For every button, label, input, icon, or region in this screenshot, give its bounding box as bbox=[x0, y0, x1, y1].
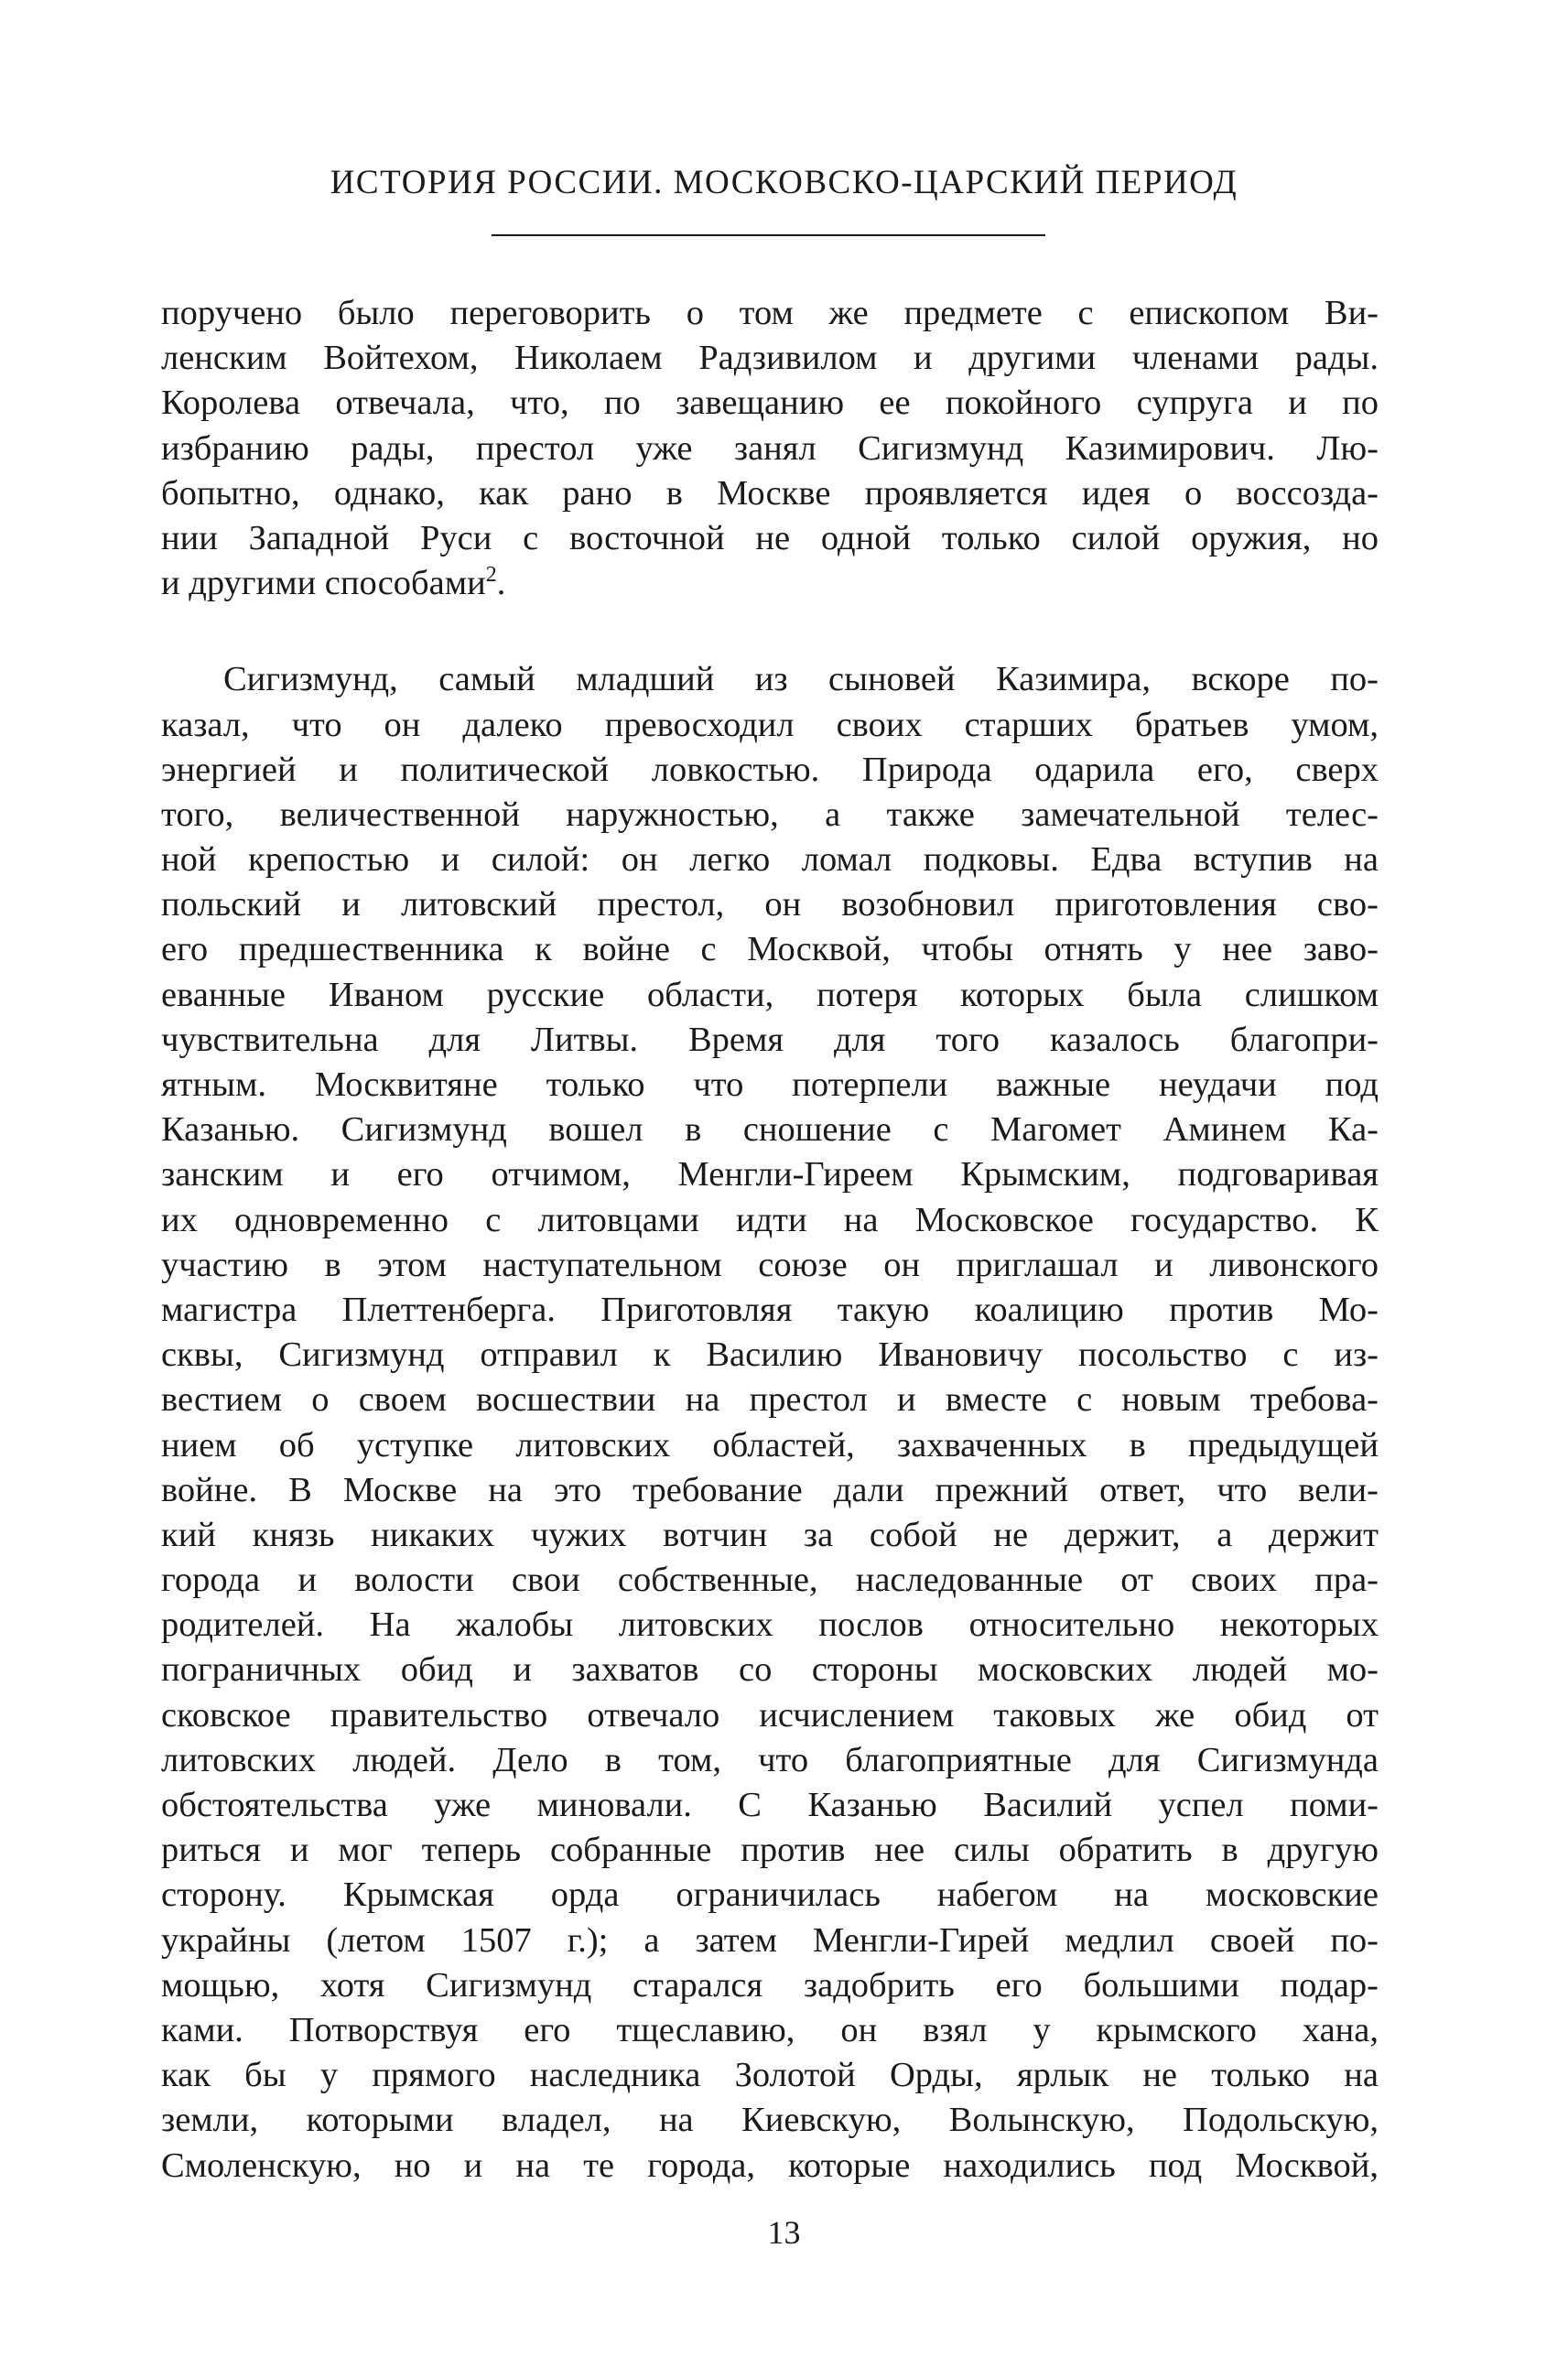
text-line: чувствительна для Литвы. Время для того казалось благопри- bbox=[161, 1020, 1379, 1059]
text-line: участию в этом наступательном союзе он приглашал и ливонского bbox=[161, 1245, 1379, 1284]
text-line: земли, которыми владел, на Киевскую, Волынскую, Подольскую, bbox=[161, 2101, 1379, 2140]
text-line: Казанью. Сигизмунд вошел в сношение с Магомет Аминем Ка- bbox=[161, 1110, 1379, 1150]
text-line: как бы у прямого наследника Золотой Орды, ярлык не только на bbox=[161, 2056, 1379, 2095]
paragraph-spacer bbox=[161, 606, 1379, 657]
text-line: Сигизмунд, самый младший из сыновей Казимира, вскоре по- bbox=[223, 660, 1379, 699]
text-line: Королева отвечала, что, по завещанию ее покойного супруга и по bbox=[161, 384, 1379, 423]
text-line: ной крепостью и силой: он легко ломал подковы. Едва вступив на bbox=[161, 840, 1379, 880]
text-line: ленским Войтехом, Николаем Радзивилом и другими членами рады. bbox=[161, 339, 1379, 378]
paragraph-1 bbox=[161, 291, 1379, 606]
text-line: литовских людей. Дело в том, что благоприятные для Сигизмунда bbox=[161, 1740, 1379, 1779]
body-text bbox=[161, 291, 1379, 2189]
text-line: ками. Потворствуя его тщеславию, он взял у крымского хана, bbox=[161, 2010, 1379, 2049]
text-line: Смоленскую, но и на те города, которые находились под Москвой, bbox=[161, 2146, 1379, 2185]
text-line: еванные Иваном русские области, потеря которых была слишком bbox=[161, 975, 1379, 1014]
text-line: кий князь никаких чужих вотчин за собой не держит, а держит bbox=[161, 1515, 1379, 1554]
text-line-last bbox=[161, 561, 1379, 606]
text-line: ятным. Москвитяне только что потерпели важные неудачи под bbox=[161, 1065, 1379, 1104]
text-line: сторону. Крымская орда ограничилась набегом на московские bbox=[161, 1875, 1379, 1915]
text-line: родителей. На жалобы литовских послов относительно некоторых bbox=[161, 1605, 1379, 1645]
text-line: магистра Плеттенберга. Приготовляя такую коалицию против Мо- bbox=[161, 1290, 1379, 1329]
footnote-marker[interactable]: 2 bbox=[485, 563, 497, 588]
text-line: его предшественника к войне с Москвой, чтобы отнять у нее заво- bbox=[161, 930, 1379, 969]
text-line: их одновременно с литовцами идти на Московское государство. К bbox=[161, 1200, 1379, 1239]
text-line: мощью, хотя Сигизмунд старался задобрить его большими подар- bbox=[161, 1965, 1379, 2005]
text-line: вестием о своем восшествии на престол и вместе с новым требова- bbox=[161, 1380, 1379, 1420]
text-line: бопытно, однако, как рано в Москве проявляется идея о воссозда- bbox=[161, 473, 1379, 513]
text-line: войне. В Москве на это требование дали прежний ответ, что вели- bbox=[161, 1470, 1379, 1509]
text-line: пограничных обид и захватов со стороны московских людей мо- bbox=[161, 1650, 1379, 1690]
text-line: энергией и политической ловкостью. Природа одарила его, сверх bbox=[161, 750, 1379, 789]
text-line: нии Западной Руси с восточной не одной только силой оружия, но bbox=[161, 518, 1379, 557]
text-line: польский и литовский престол, он возобновил приготовления сво- bbox=[161, 885, 1379, 924]
text-line: города и волости свои собственные, наследованные от своих пра- bbox=[161, 1561, 1379, 1600]
running-head: ИСТОРИЯ РОССИИ. МОСКОВСКО-ЦАРСКИЙ ПЕРИОД bbox=[330, 164, 1238, 201]
text-line: риться и мог теперь собранные против нее силы обратить в другую bbox=[161, 1831, 1379, 1870]
page-number: 13 bbox=[767, 2214, 801, 2251]
text-line: того, величественной наружностью, а также замечательной телес- bbox=[161, 794, 1379, 834]
text-line: сковское правительство отвечало исчислением таковых же обид от bbox=[161, 1695, 1379, 1735]
text-line: украйны (летом 1507 г.); а затем Менгли-Гирей медлил своей по- bbox=[161, 1920, 1379, 1960]
text-line: сквы, Сигизмунд отправил к Василию Ивановичу посольство с из- bbox=[161, 1335, 1379, 1375]
text-fragment: . bbox=[496, 564, 506, 603]
text-line: казал, что он далеко превосходил своих старших братьев умом, bbox=[161, 705, 1379, 744]
text-fragment: и другими способами bbox=[161, 564, 486, 603]
text-line: нием об уступке литовских областей, захваченных в предыдущей bbox=[161, 1425, 1379, 1465]
text-line: избранию рады, престол уже занял Сигизмунд Казимирович. Лю- bbox=[161, 428, 1379, 468]
text-line: поручено было переговорить о том же предмете с епископом Ви- bbox=[161, 294, 1379, 332]
text-line: обстоятельства уже миновали. С Казанью Василий успел поми- bbox=[161, 1786, 1379, 1824]
text-line: занским и его отчимом, Менгли-Гиреем Крымским, подговаривая bbox=[161, 1155, 1379, 1194]
header-rule bbox=[492, 234, 1045, 236]
paragraph-2 bbox=[161, 657, 1379, 2188]
